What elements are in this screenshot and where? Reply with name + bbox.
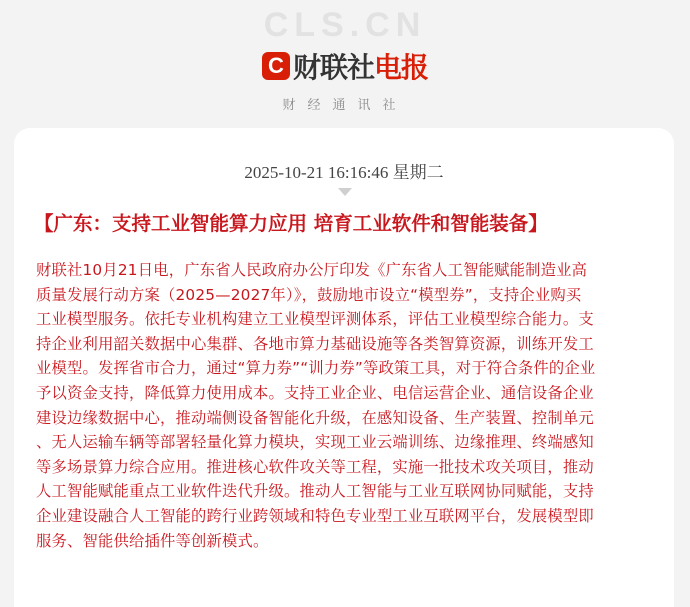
body-line: 建设边缘数据中心，推动端侧设备智能化升级，在感知设备、生产装置、控制单元 (36, 408, 594, 427)
body-line: 工业模型服务。依托专业机构建立工业模型评测体系，评估工业模型综合能力。支 (36, 310, 594, 329)
brand-name: 财联社 (292, 51, 374, 84)
watermark-text: CLS.CN (263, 6, 427, 44)
body-line: 、无人运输车辆等部署轻量化算力模块，实现工业云端训练、边缘推理、终端感知 (36, 433, 594, 452)
body-line: 服务、智能供给插件等创新模式。 (36, 531, 269, 550)
brand-logo (0, 46, 690, 86)
caret-down-icon (338, 188, 352, 196)
brand-tagline: 财经通讯社 (282, 98, 408, 113)
body-line: 等多场景算力综合应用。推进核心软件攻关等工程，实施一批技术攻关项目，推动 (36, 457, 594, 476)
body-line: 业模型。发挥省市合力，通过“算力券”“训力券”等政策工具，对于符合条件的企业 (36, 359, 596, 378)
article-body (36, 258, 664, 553)
body-line: 财联社10月21日电，广东省人民政府办公厅印发《广东省人工智能赋能制造业高 (36, 261, 588, 279)
article-headline: 【广东：支持工业智能算力应用 培育工业软件和智能装备】 (34, 212, 548, 235)
cls-logo-icon: C (262, 52, 290, 80)
body-line: 予以资金支持，降低算力使用成本。支持工业企业、电信运营企业、通信设备企业 (36, 383, 594, 402)
article-datetime: 2025-10-21 16:16:46 星期二 (244, 163, 444, 182)
article-card (14, 128, 674, 607)
body-line: 质量发展行动方案（2025—2027年）》，鼓励地市设立“模型券”，支持企业购买 (36, 285, 582, 304)
brand-accent: 电报 (374, 51, 429, 84)
body-line: 持企业利用韶关数据中心集群、各地市算力基础设施等各类智算资源，训练开发工 (36, 334, 594, 353)
body-line: 企业建设融合人工智能的跨行业跨领域和特色专业型工业互联网平台，发展模型即 (36, 506, 594, 525)
body-line: 人工智能赋能重点工业软件迭代升级。推动人工智能与工业互联网协同赋能，支持 (36, 482, 594, 501)
